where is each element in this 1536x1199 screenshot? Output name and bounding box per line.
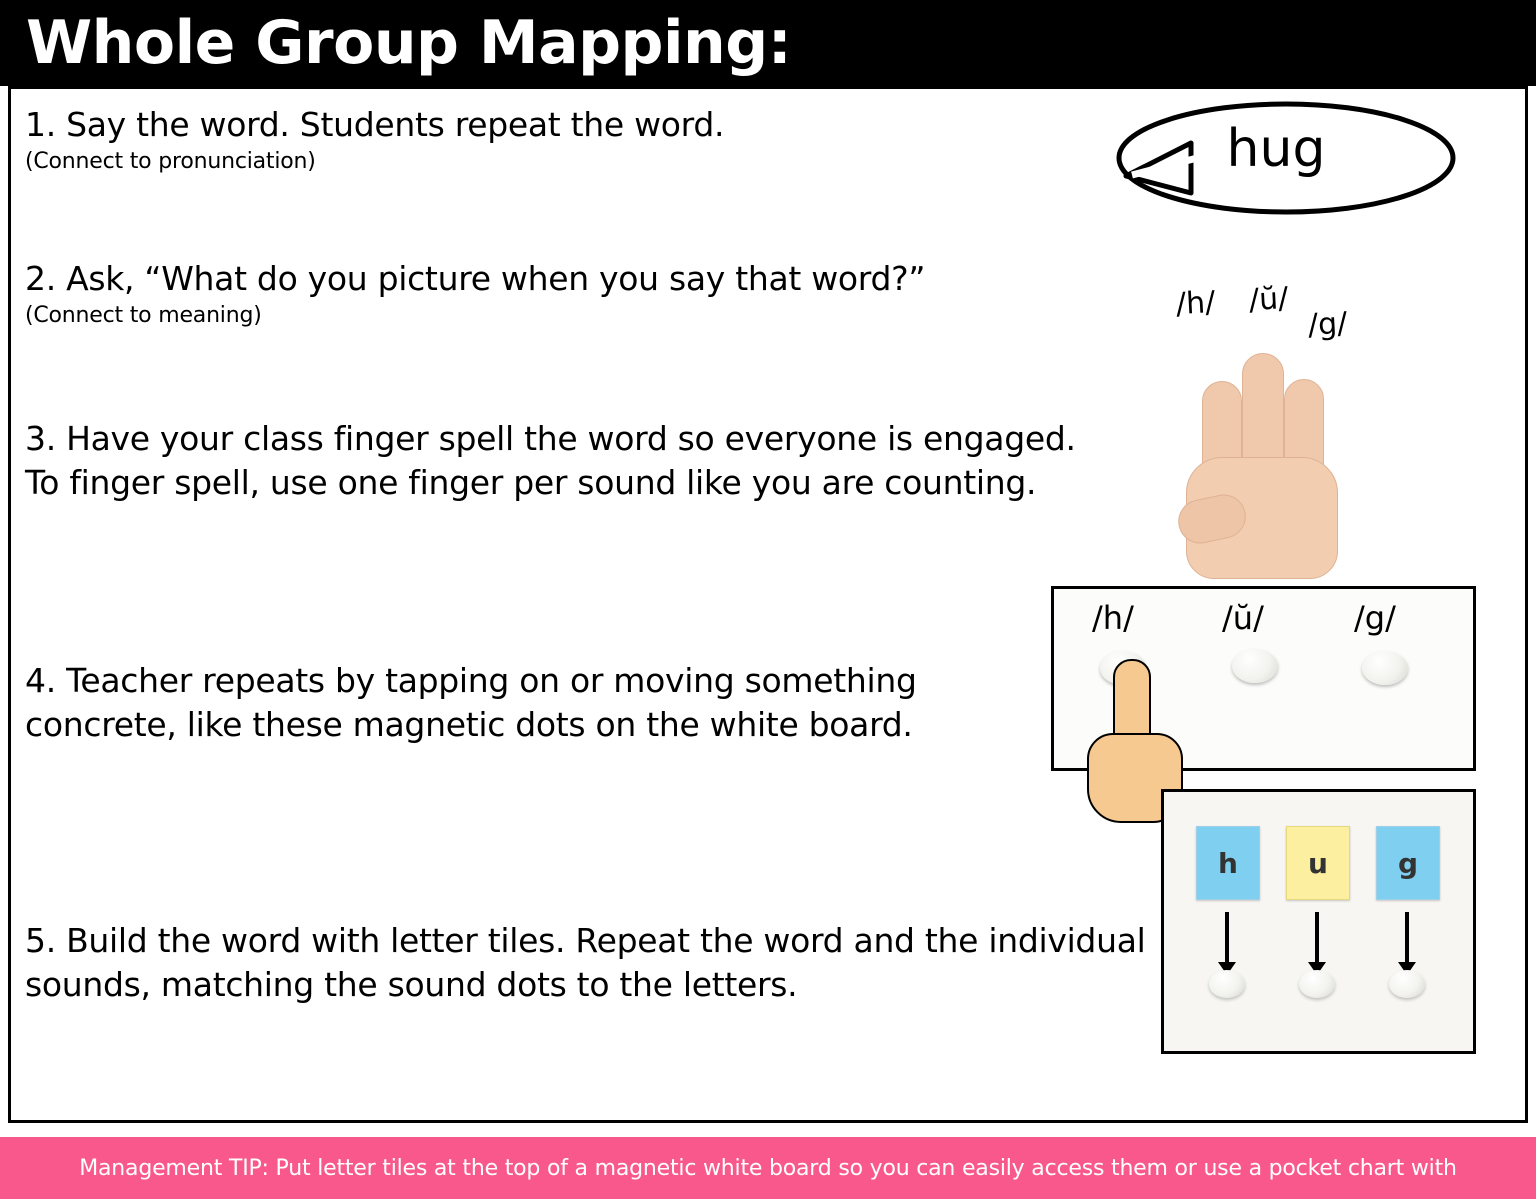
sound-dot-3[interactable]: [1362, 651, 1408, 685]
step-2-main: 2. Ask, “What do you picture when you say that word?”: [25, 259, 926, 298]
step-4: [25, 659, 1025, 746]
match-arrow-3: [1405, 912, 1409, 964]
letter-tile-board: [1161, 789, 1476, 1054]
step-2-sub: (Connect to meaning): [25, 302, 262, 328]
letter-tile-3[interactable]: g: [1376, 826, 1440, 900]
hand-phoneme-2: /ŭ/: [1248, 280, 1290, 319]
page-header: [0, 0, 1536, 86]
step-2: [25, 257, 1165, 329]
content-frame: [8, 86, 1528, 1123]
step-3-main: 3. Have your class finger spell the word so everyone is engaged. To finger spell, use one finger per sound like you are counting.: [25, 419, 1076, 502]
match-arrow-1: [1225, 912, 1229, 964]
step-1-sub: (Connect to pronunciation): [25, 148, 316, 174]
step-5: [25, 919, 1200, 1006]
sound-dot-2[interactable]: [1232, 649, 1278, 683]
hand-phoneme-1: /h/: [1175, 284, 1217, 323]
match-arrow-2: [1315, 912, 1319, 964]
step-1-main: 1. Say the word. Students repeat the word.: [25, 105, 725, 144]
speech-bubble: [1096, 101, 1456, 226]
tile-sound-dot-2[interactable]: [1299, 970, 1335, 998]
tile-sound-dot-3[interactable]: [1389, 970, 1425, 998]
hand-phoneme-3: /g/: [1307, 305, 1349, 344]
step-4-main: 4. Teacher repeats by tapping on or moving something concrete, like these magnetic dots on the white board.: [25, 661, 917, 744]
three-finger-hand-image: [1176, 339, 1351, 579]
step-3: [25, 417, 1085, 504]
board-label-2: /ŭ/: [1222, 599, 1264, 637]
management-tip-text: Management TIP: Put letter tiles at the top of a magnetic white board so you can easily access them or use a pocket chart with: [79, 1155, 1457, 1181]
step-5-main: 5. Build the word with letter tiles. Repeat the word and the individual sounds, matching the sound dots to the letters.: [25, 921, 1146, 1004]
board-label-1: /h/: [1092, 599, 1134, 637]
tile-sound-dot-1[interactable]: [1209, 970, 1245, 998]
step-1: [25, 103, 1105, 175]
letter-tile-1[interactable]: h: [1196, 826, 1260, 900]
board-label-3: /g/: [1354, 599, 1396, 637]
letter-tile-2[interactable]: u: [1286, 826, 1350, 900]
speech-bubble-word: hug: [1226, 119, 1326, 179]
page-title: Whole Group Mapping:: [26, 8, 792, 78]
management-tip-bar: [0, 1137, 1536, 1199]
